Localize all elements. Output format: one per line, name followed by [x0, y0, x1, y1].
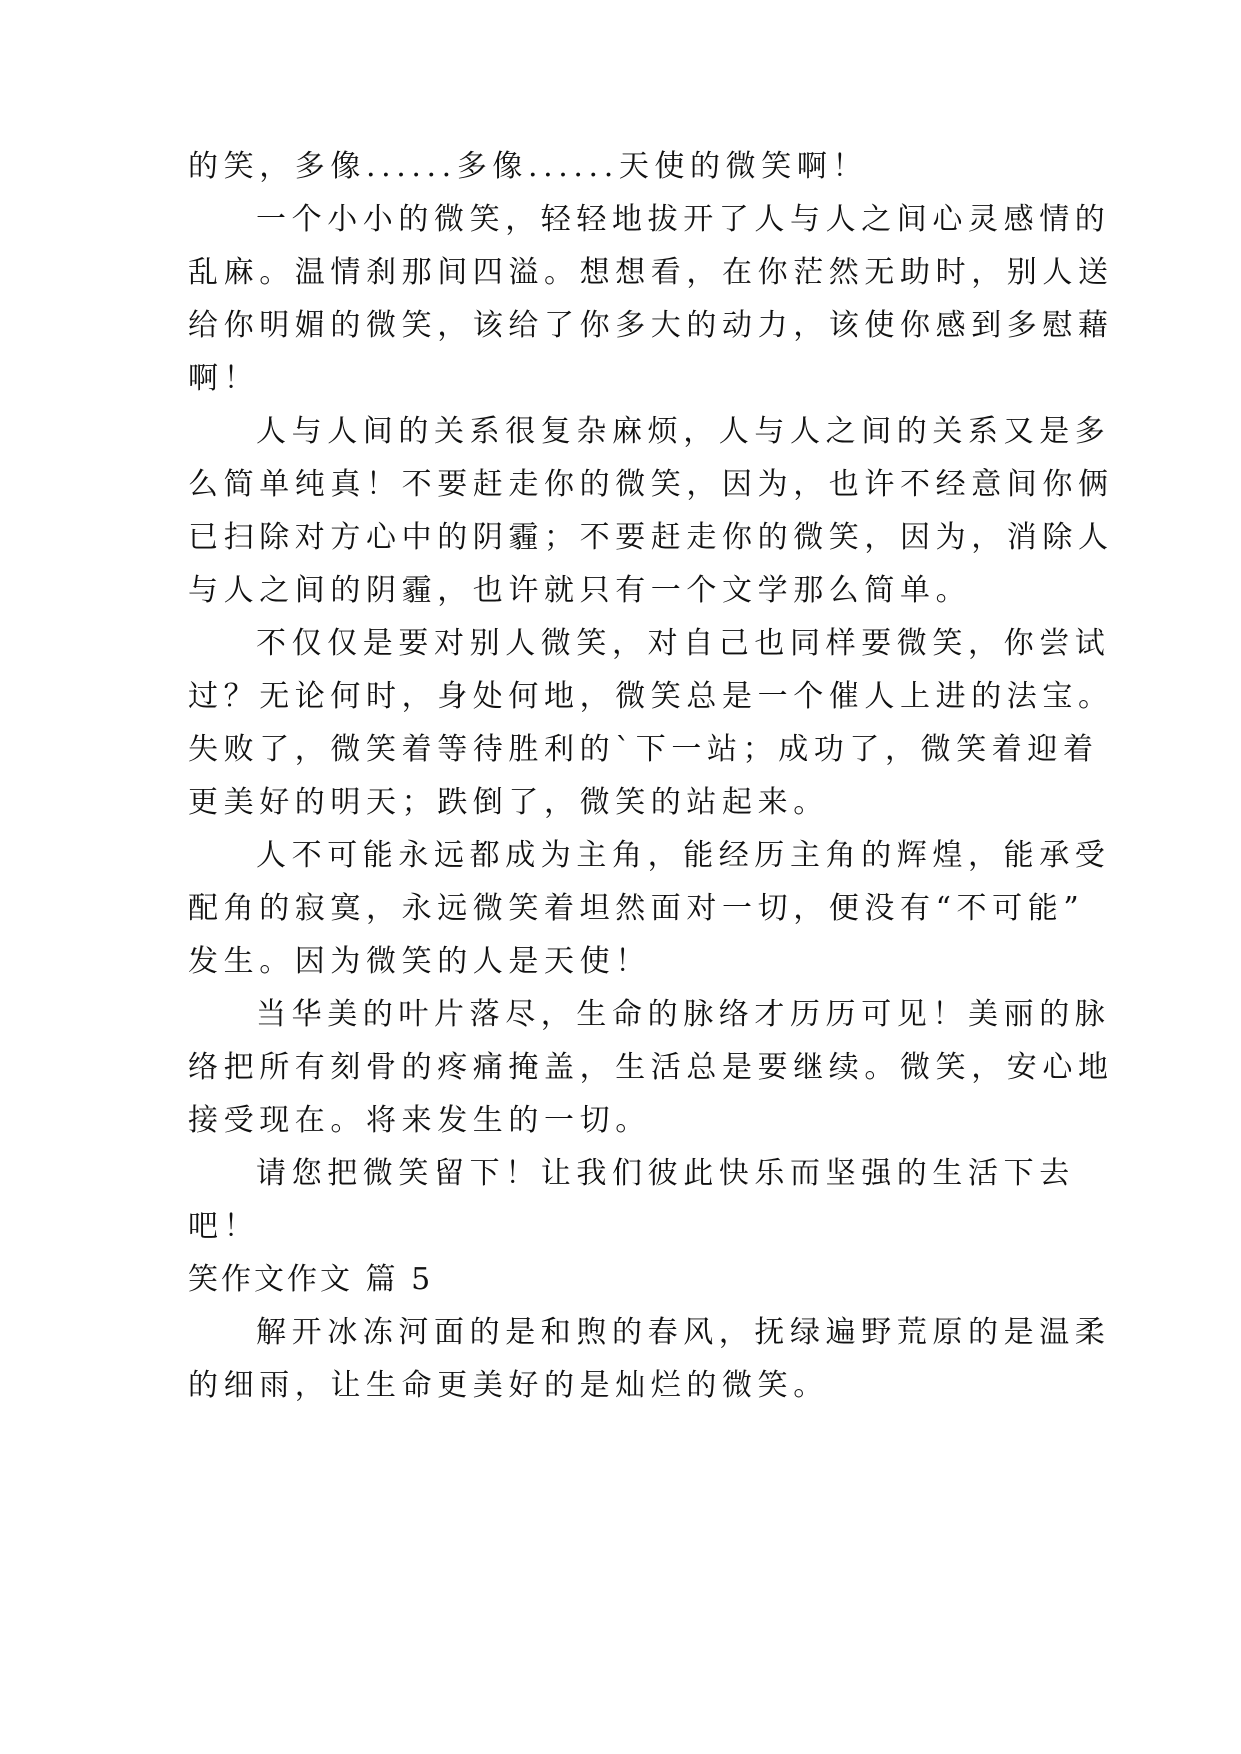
text-line: 接受现在。将来发生的一切。: [188, 1103, 651, 1138]
paragraph-first-line: 当华美的叶片落尽，生命的脉络才历历可见！美丽的脉: [256, 997, 1111, 1032]
text-line: 啊！: [188, 361, 260, 396]
text-line: 的细雨，让生命更美好的是灿烂的微笑。: [188, 1368, 829, 1403]
text-line: 络把所有刻骨的疼痛掩盖，生活总是要继续。微笑，安心地: [188, 1050, 1114, 1085]
paragraph-first-line: 解开冰冻河面的是和煦的春风，抚绿遍野荒原的是温柔: [256, 1315, 1111, 1350]
text-line: 么简单纯真！不要赶走你的微笑，因为，也许不经意间你俩: [188, 467, 1114, 502]
text-line: 更美好的明天；跌倒了，微笑的站起来。: [188, 785, 829, 820]
text-line: 与人之间的阴霾，也许就只有一个文学那么简单。: [188, 573, 972, 608]
text-line: 已扫除对方心中的阴霾；不要赶走你的微笑，因为，消除人: [188, 520, 1114, 555]
text-line: 配角的寂寞，永远微笑着坦然面对一切，便没有“不可能”: [188, 891, 1085, 926]
text-line: 发生。因为微笑的人是天使！: [188, 944, 651, 979]
text-line: 乱麻。温情刹那间四溢。想想看，在你茫然无助时，别人送: [188, 255, 1114, 290]
text-line: 失败了，微笑着等待胜利的`下一站；成功了，微笑着迎着: [188, 732, 1099, 767]
paragraph-first-line: 请您把微笑留下！让我们彼此快乐而坚强的生活下去: [256, 1156, 1075, 1191]
text-line: 过？无论何时，身处何地，微笑总是一个催人上进的法宝。: [188, 679, 1114, 714]
paragraph-first-line: 一个小小的微笑，轻轻地拔开了人与人之间心灵感情的: [256, 202, 1111, 237]
section-heading: 笑作文作文 篇 5: [188, 1262, 434, 1297]
text-line: 吧！: [188, 1209, 260, 1244]
paragraph-first-line: 不仅仅是要对别人微笑，对自己也同样要微笑，你尝试: [256, 626, 1111, 661]
text-line: 给你明媚的微笑，该给了你多大的动力，该使你感到多慰藉: [188, 308, 1114, 343]
paragraph-first-line: 人不可能永远都成为主角，能经历主角的辉煌，能承受: [256, 838, 1111, 873]
paragraph-first-line: 人与人间的关系很复杂麻烦，人与人之间的关系又是多: [256, 414, 1111, 449]
text-line: 的笑，多像......多像......天使的微笑啊！: [188, 149, 869, 184]
